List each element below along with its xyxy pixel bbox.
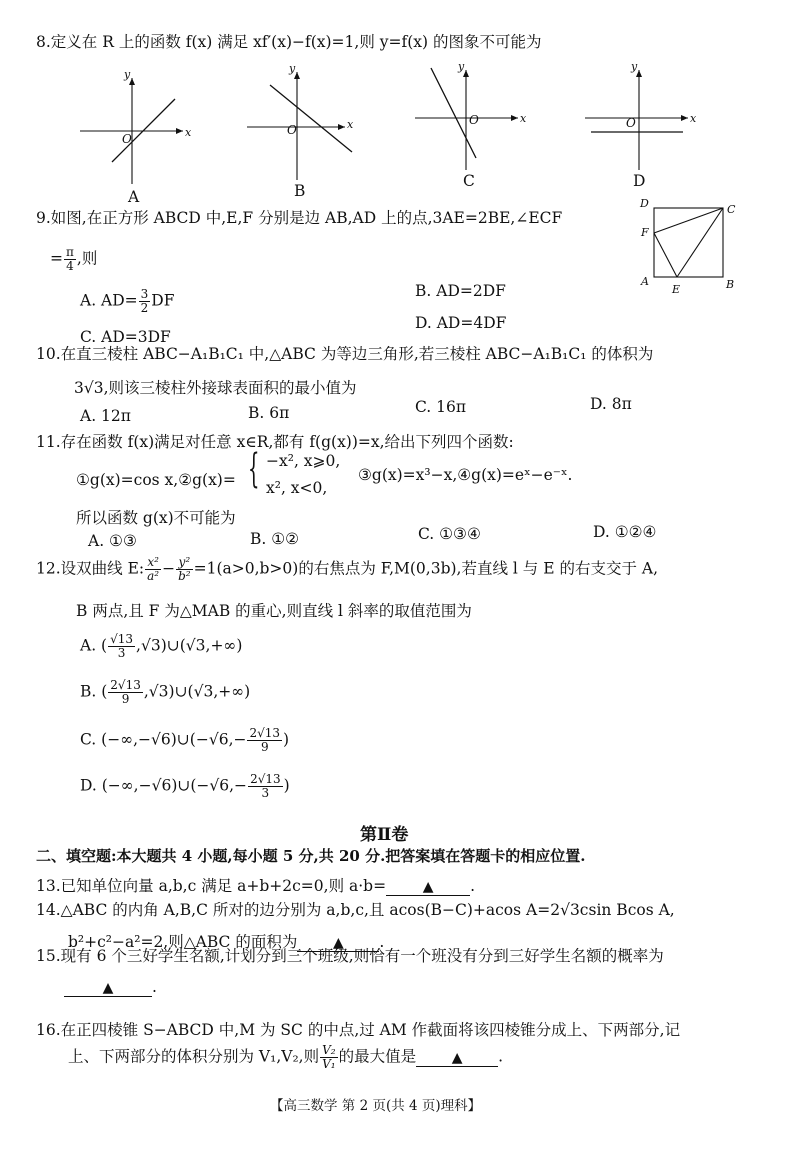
q16-line2: [68, 1044, 503, 1071]
q15-line1: 15.现有 6 个三好学生名额,计划分到三个班级,则恰有一个班没有分到三好学生名额的概率为: [36, 947, 664, 965]
q9-opt-a-post: DF: [151, 291, 175, 310]
graph-d-x-label: x: [690, 112, 697, 125]
q12-pre: 12.设双曲线 E:: [36, 559, 145, 578]
q9-stem-line1: 9.如图,在正方形 ABCD 中,E,F 分别是边 AB,AD 上的点,3AE=2BE,∠ECF: [36, 209, 563, 227]
q15-end: .: [152, 978, 157, 996]
q12-opt-d-num: 2√13: [250, 772, 281, 786]
q12-opt-a-post: ,√3)∪(√3,+∞): [136, 636, 243, 655]
q9-equals: =: [50, 249, 63, 268]
q12-opt-a-frac: [108, 633, 135, 660]
q12-option-b: [80, 679, 250, 706]
q12-opt-c-num: 2√13: [249, 726, 281, 740]
q12-opt-c-pre: C. (−∞,−√6)∪(−√6,−: [80, 730, 247, 749]
q11-line1: 11.存在函数 f(x)满足对任意 x∈R,都有 f(g(x))=x,给出下列四个函数:: [36, 433, 514, 451]
q14-line1: 14.△ABC 的内角 A,B,C 所对的边分别为 a,b,c,且 acos(B−C)+acos A=2√3csin Bcos A,: [36, 901, 675, 919]
page-footer: 【高三数学 第 2 页(共 4 页)理科】: [270, 1098, 482, 1114]
q12-opt-a-pre: A. (: [80, 636, 108, 655]
q15-answer-blank[interactable]: ▲: [64, 980, 152, 997]
q12-line2: B 两点,且 F 为△MAB 的重心,则直线 l 斜率的取值范围为: [76, 602, 472, 620]
q11-option-d: D. ①②④: [593, 523, 657, 541]
q12-frac-2: [176, 556, 193, 583]
square-abcd: [654, 208, 723, 277]
q9-label-b: B: [726, 278, 735, 291]
q12-opt-b-num: 2√13: [110, 678, 141, 692]
arrow-icon: [176, 128, 183, 134]
q12-opt-b-frac: [108, 679, 143, 706]
segment-ec: [677, 208, 723, 277]
graph-a-origin: O: [122, 132, 132, 146]
q12-option-a: [80, 633, 242, 660]
q13-answer-blank[interactable]: ▲: [386, 879, 470, 896]
q16-frac-num: V₂: [322, 1043, 336, 1057]
graph-a-x-label: x: [185, 126, 192, 139]
q9-option-c: C. AD=3DF: [80, 328, 171, 346]
graph-b-line: [270, 85, 352, 152]
graph-b-y-label: y: [289, 62, 296, 75]
q12-frac-1-num: x²: [145, 556, 161, 570]
graph-a-label: A: [128, 188, 140, 206]
q12-opt-c-post: ): [283, 730, 290, 749]
q9-frac-num: π: [66, 245, 74, 259]
q16-fraction: [320, 1044, 337, 1071]
q11-option-a: A. ①③: [88, 532, 137, 550]
q16-answer-blank[interactable]: ▲: [416, 1050, 498, 1067]
q11-func-1-2: ①g(x)=cos x,②g(x)=: [76, 471, 236, 489]
q11-func-3-4: ③g(x)=x³−x,④g(x)=eˣ−e⁻ˣ.: [358, 466, 573, 484]
q10-line1: 10.在直三棱柱 ABC−A₁B₁C₁ 中,△ABC 为等边三角形,若三棱柱 ABC−A₁B₁C₁ 的体积为: [36, 345, 654, 363]
q12-opt-a-den: 3: [117, 646, 126, 660]
q9-option-a: [80, 288, 174, 315]
q9-opt-a-num: 3: [140, 287, 149, 301]
q9-frac-den: 4: [66, 259, 74, 273]
q9-figure: [654, 208, 723, 277]
q8-stem: 8.定义在 R 上的函数 f(x) 满足 xf′(x)−f(x)=1,则 y=f(x) 的图象不可能为: [36, 33, 542, 51]
graph-c-y-label: y: [458, 60, 465, 73]
q11-option-c: C. ①③④: [418, 525, 481, 543]
q12-opt-d-den: 3: [261, 786, 270, 800]
q12-opt-d-frac: [248, 773, 283, 800]
q12-opt-d-post: ): [283, 776, 290, 795]
q10-line2: 3√3,则该三棱柱外接球表面积的最小值为: [74, 379, 357, 397]
q9-fraction: [64, 246, 76, 273]
q16-line2-post: 的最大值是: [338, 1047, 417, 1066]
q11-piece2: x², x<0,: [266, 479, 328, 497]
q10-option-c: C. 16π: [415, 398, 467, 416]
q12-frac-1-den: a²: [147, 569, 160, 583]
graph-d: [585, 70, 688, 170]
graph-c-label: C: [463, 172, 475, 190]
q12-line1: [36, 556, 658, 583]
q16-line1: 16.在正四棱锥 S−ABCD 中,M 为 SC 的中点,过 AM 作截面将该四棱锥分成上、下两部分,记: [36, 1021, 681, 1039]
q11-line3: 所以函数 g(x)不可能为: [76, 509, 236, 527]
arrow-icon: [338, 124, 345, 130]
q13-text: 13.已知单位向量 a,b,c 满足 a+b+2c=0,则 a·b=: [36, 877, 387, 895]
graph-b-x-label: x: [347, 118, 354, 131]
graph-b: [247, 72, 352, 180]
graph-d-y-label: y: [631, 60, 638, 73]
segment-fc: [654, 208, 723, 233]
graph-a-y-label: y: [124, 68, 131, 81]
q12-post: =1(a>0,b>0)的右焦点为 F,M(0,3b),若直线 l 与 E 的右支交于 A,: [193, 559, 659, 578]
q12-opt-b-post: ,√3)∪(√3,+∞): [143, 682, 251, 701]
q14-answer-blank[interactable]: ▲: [297, 935, 379, 952]
q12-opt-b-pre: B. (: [80, 682, 108, 701]
part2-title: 第Ⅱ卷: [360, 825, 409, 845]
q14-end: .: [379, 933, 385, 951]
q9-opt-a-frac: [139, 288, 151, 315]
graph-c: [415, 68, 518, 170]
q12-opt-c-den: 9: [260, 740, 269, 754]
graph-d-label: D: [633, 172, 646, 190]
q10-option-d: D. 8π: [590, 395, 632, 413]
q13-end: .: [470, 877, 476, 895]
arrow-icon: [681, 115, 688, 121]
q9-label-e: E: [672, 283, 681, 296]
q12-opt-d-pre: D. (−∞,−√6)∪(−√6,−: [80, 776, 248, 795]
q9-opt-a-den: 2: [140, 301, 149, 315]
q12-option-c: [80, 727, 289, 754]
graph-d-origin: O: [626, 116, 636, 130]
q9-label-a: A: [641, 275, 649, 288]
q12-opt-c-frac: [247, 727, 282, 754]
part2-heading: 二、填空题:本大题共 4 小题,每小题 5 分,共 20 分.把答案填在答题卡的相应位置.: [36, 847, 586, 865]
q9-label-c: C: [727, 203, 736, 216]
graph-a: [80, 78, 183, 184]
q12-option-d: [80, 773, 290, 800]
q13: [36, 874, 475, 896]
q12-frac-1: [145, 556, 161, 583]
segment-fe: [654, 233, 677, 277]
q14-line2-text: b²+c²−a²=2,则△ABC 的面积为: [68, 933, 298, 951]
graph-c-x-label: x: [520, 112, 527, 125]
graph-b-origin: O: [287, 123, 297, 137]
q12-opt-b-den: 9: [121, 692, 130, 706]
q11-piece1: −x², x⩾0,: [266, 452, 341, 470]
graph-b-label: B: [294, 182, 306, 200]
q10-option-a: A. 12π: [80, 407, 131, 425]
piecewise-brace: {: [248, 446, 260, 492]
q9-option-d: D. AD=4DF: [415, 314, 507, 332]
q12-frac-2-num: y²: [176, 556, 193, 570]
arrow-icon: [511, 115, 518, 121]
q11-option-b: B. ①②: [250, 530, 300, 548]
q9-opt-a-pre: A. AD=: [80, 291, 138, 310]
q12-opt-a-num: √13: [110, 632, 134, 646]
q12-minus: −: [162, 559, 176, 578]
q9-label-f: F: [641, 226, 649, 239]
q10-option-b: B. 6π: [248, 404, 290, 422]
q9-option-b: B. AD=2DF: [415, 282, 506, 300]
graph-c-origin: O: [469, 113, 479, 127]
q12-frac-2-den: b²: [178, 569, 191, 583]
q9-label-d: D: [640, 197, 649, 210]
q16-frac-den: V₁: [322, 1057, 336, 1071]
q9-stem-line2: [50, 246, 97, 273]
q9-then: ,则: [76, 249, 98, 268]
q16-line2-pre: 上、下两部分的体积分别为 V₁,V₂,则: [68, 1047, 320, 1066]
q16-end: .: [498, 1047, 504, 1066]
q15-line2: [64, 978, 157, 997]
